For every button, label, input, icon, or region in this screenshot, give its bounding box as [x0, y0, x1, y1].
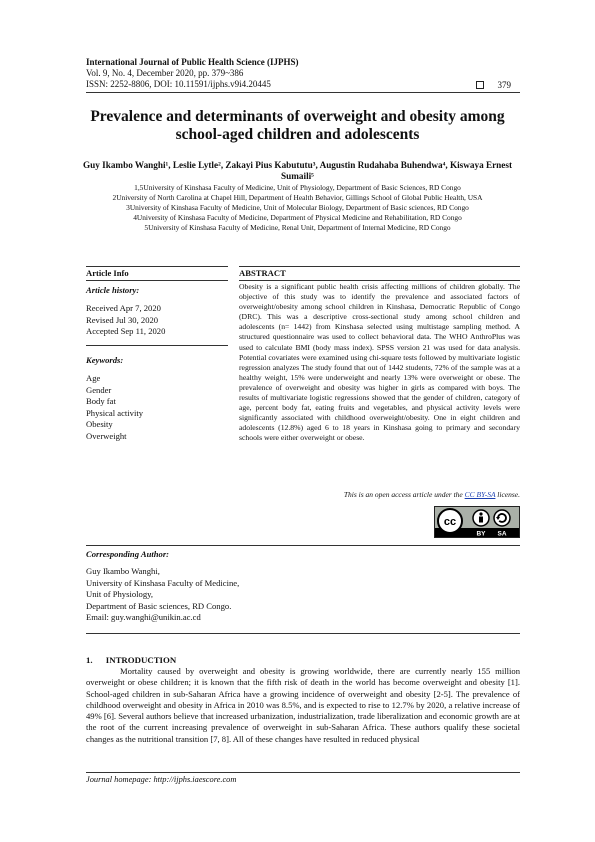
- by-label: BY: [476, 530, 486, 537]
- page-number: 379: [497, 80, 511, 90]
- corresponding-line: Unit of Physiology,: [86, 589, 154, 599]
- keyword: Physical activity: [86, 407, 144, 418]
- article-info-heading: Article Info: [86, 268, 129, 278]
- introduction-text: Mortality caused by overweight and obesity is growing worldwide, there are currently nearly 155 million overweight or obese children; it is known that the fifth risk of death in the world has become overweight and obesity [1]. School-aged children in sub-Saharan Africa have a growing incidence of overweight and obesity [2-5]. The prevalence of childhood overweight and obesity in Africa in 2010 was 8.5%, and is expected to rise to 12.7% by 2020, a relative increase of 49% [6]. Several authors believe that increased urbanization, industrialization, trade liberalization and economic growth are at the root of the current increasing prevalence of overweight in sub-Saharan Africa. These authors qualify these societal changes as the nutritional transition [7, 8]. All of these changes have resulted in reduced physical: [86, 666, 520, 744]
- journal-homepage: Journal homepage: http://ijphs.iaescore.com: [86, 775, 237, 784]
- sa-icon: [494, 510, 510, 526]
- keyword: Body fat: [86, 396, 116, 406]
- keyword: Age: [86, 373, 101, 383]
- affiliation: 4University of Kinshasa Faculty of Medicine, Department of Physical Medicine and Rehabilitation, RD Congo: [133, 213, 462, 222]
- abstract-rule: [239, 280, 520, 281]
- square-icon: [476, 81, 484, 89]
- journal-header: [86, 57, 299, 90]
- info-rule: [86, 280, 228, 281]
- keyword: Gender: [86, 384, 112, 395]
- affiliation: 5University of Kinshasa Faculty of Medicine, Renal Unit, Department of Internal Medicine, RD Congo: [144, 223, 451, 232]
- journal-name: International Journal of Public Health Science (IJPHS): [86, 57, 299, 67]
- keywords-heading: Keywords:: [86, 355, 124, 365]
- open-access-note: [239, 490, 520, 499]
- affiliation: 2University of North Carolina at Chapel Hill, Department of Health Behavior, Gillings School of Global Public Health, USA: [112, 193, 483, 202]
- keyword: Obesity: [86, 419, 113, 429]
- cc-icon: [438, 509, 462, 533]
- corresponding-details: [86, 566, 239, 624]
- affiliation-list: [60, 183, 535, 233]
- history-item: Received Apr 7, 2020: [86, 303, 161, 313]
- journal-volume: Vol. 9, No. 4, December 2020, pp. 379~386: [86, 68, 244, 78]
- history-heading: Article history:: [86, 285, 140, 295]
- footer-rule: [86, 772, 520, 773]
- history-list: [86, 303, 165, 338]
- affiliation: 3University of Kinshasa Faculty of Medicine, Unit of Molecular Biology, Department of Basic sciences, RD Congo: [126, 203, 469, 212]
- corresponding-line: University of Kinshasa Faculty of Medicine,: [86, 577, 240, 588]
- cc-badge-graphic: [435, 507, 519, 537]
- corresponding-heading: Corresponding Author:: [86, 549, 170, 559]
- abstract-top-rule: [239, 266, 520, 267]
- affiliation: 1,5University of Kinshasa Faculty of Medicine, Unit of Physiology, Department of Basic Sciences, RD Congo: [134, 183, 461, 192]
- history-item: Accepted Sep 11, 2020: [86, 326, 166, 336]
- abstract-text: Obesity is a significant public health crisis affecting millions of children globally. The objective of this study was to identify the prevalence and associated factors of overweight/obesity among school children in Kinshasa, Democratic Republic of Congo (DRC). This was a descriptive cross-sectional study among school children and adolescents (n= 1442) from Kinshasa selected using multistage sampling method. A structured questionnaire was used to collect behavioral data. The WHO AnthroPlus was used to calculate BMI (body mass index). SPSS version 21 was used for data analysis. Potential covariates were examined using chi-square tests followed by multivariate logistic regression analyzes The study found that out of 1442 students, 72% of the sample was at a healthy weight, 15% were underweight and nearly 13% were overweight or obese. The prevalence of overweight and obesity was higher in girls as compared with boys. The results of multivariate logistic regressions showed that the gender of children, category of age, percent body fat, eating fruits and vegetables, and physical activity levels were significantly associated with childhood overweight/obesity. One in eight children and adolescents (12.8%) aged 6 to 18 years in Kinshasa going to primary and secondary schools were either overweight or obese.: [239, 282, 520, 443]
- header-rule: [86, 92, 520, 93]
- cc-license-badge[interactable]: [434, 506, 520, 538]
- corresponding-line: Guy Ikambo Wanghi,: [86, 566, 160, 576]
- journal-issn: ISSN: 2252-8806, DOI: 10.11591/ijphs.v9i4.20445: [86, 79, 271, 89]
- corresponding-line: Department of Basic sciences, RD Congo.: [86, 600, 232, 611]
- by-icon: [473, 510, 489, 526]
- author-list: Guy Ikambo Wanghi¹, Leslie Lytle², Zakayi Pius Kabututu³, Augustin Rudahaba Buhendwa⁴, Kiswaya Ernest Sumaili⁵: [83, 160, 512, 181]
- keyword: Overweight: [86, 430, 127, 441]
- page-number-block: [476, 80, 512, 90]
- introduction-heading: 1. INTRODUCTION: [86, 655, 177, 665]
- sa-label: SA: [497, 530, 507, 537]
- corresponding-rule: [86, 633, 520, 634]
- corresponding-email: Email: guy.wanghi@unikin.ac.cd: [86, 612, 201, 622]
- keywords-rule: [86, 345, 228, 346]
- keywords-list: [86, 373, 143, 442]
- abstract-bottom-rule: [86, 545, 520, 546]
- oa-suffix: license.: [495, 490, 520, 499]
- paper-title: Prevalence and determinants of overweight and obesity among school-aged children and adolescents: [90, 108, 505, 143]
- abstract-heading: ABSTRACT: [239, 268, 286, 278]
- history-item: Revised Jul 30, 2020: [86, 314, 159, 325]
- license-link[interactable]: CC BY-SA: [464, 490, 496, 499]
- svg-text:cc: cc: [443, 516, 457, 528]
- info-top-rule: [86, 266, 228, 267]
- oa-prefix: This is an open access article under the: [343, 490, 465, 499]
